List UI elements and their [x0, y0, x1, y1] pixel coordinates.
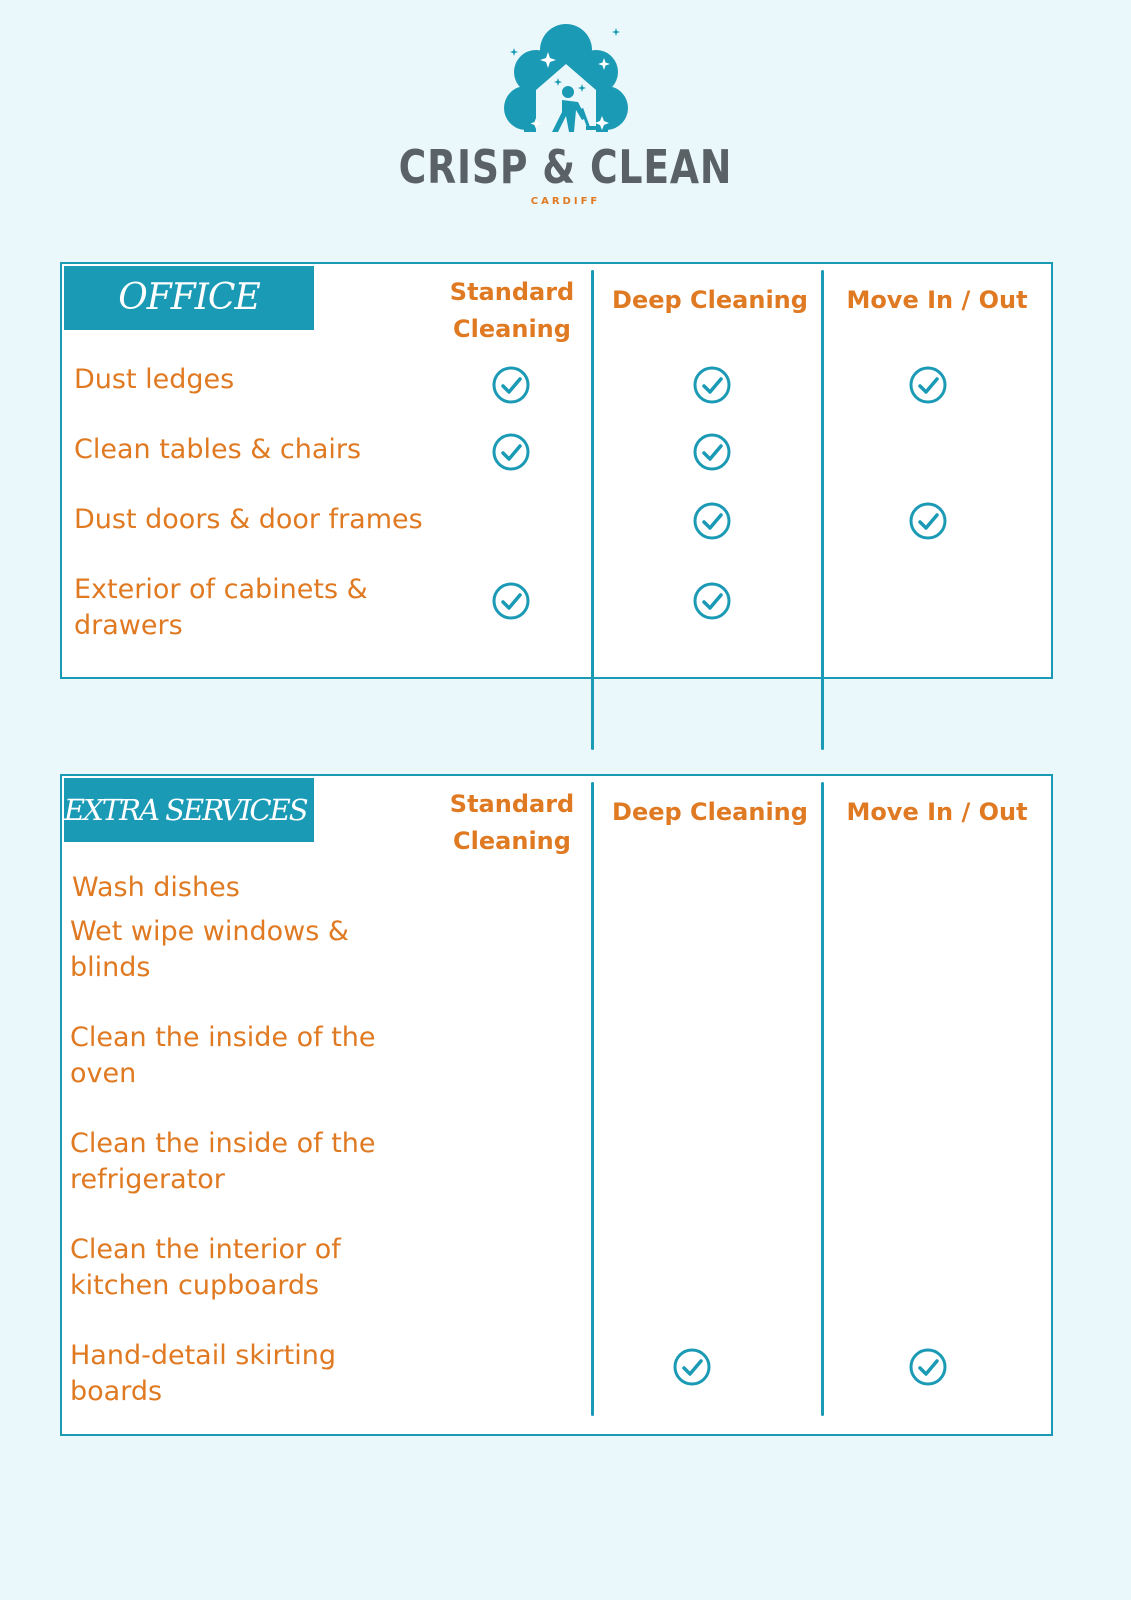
row-label: Clean tables & chairs	[74, 434, 362, 465]
brand-name: CRISP & CLEAN	[398, 140, 733, 194]
row-label: Wet wipe windows & blinds	[70, 916, 349, 983]
section-title-extra-services: EXTRA SERVICES	[64, 778, 314, 842]
row-label: Wash dishes	[72, 872, 240, 903]
checkmark-icon	[908, 365, 948, 405]
logo	[0, 20, 1131, 207]
checkmark-icon	[491, 581, 531, 621]
section-title-office: OFFICE	[64, 266, 314, 330]
column-divider	[821, 270, 824, 750]
checkmark-icon	[491, 432, 531, 472]
column-header-move: Move In / Out	[846, 798, 1028, 826]
column-header-deep: Deep Cleaning	[612, 286, 808, 314]
checkmark-icon	[692, 581, 732, 621]
column-divider	[591, 270, 594, 750]
checkmark-icon	[692, 365, 732, 405]
extra-services-table	[60, 774, 1053, 1436]
column-header-standard: Standard Cleaning	[449, 790, 575, 855]
checkmark-icon	[672, 1347, 712, 1387]
office-table	[60, 262, 1053, 679]
column-header-deep: Deep Cleaning	[612, 798, 808, 826]
column-header-standard: Standard Cleaning	[449, 278, 575, 343]
checkmark-icon	[692, 432, 732, 472]
column-divider	[591, 782, 594, 1416]
house-cleaner-icon	[486, 20, 646, 140]
row-label: Dust doors & door frames	[74, 504, 423, 535]
column-divider	[821, 782, 824, 1416]
row-label: Exterior of cabinets & drawers	[74, 574, 368, 641]
row-label: Clean the inside of the refrigerator	[70, 1128, 376, 1195]
row-label: Dust ledges	[74, 364, 235, 395]
column-header-move: Move In / Out	[846, 286, 1028, 314]
row-label: Clean the interior of kitchen cupboards	[70, 1234, 341, 1301]
row-label: Clean the inside of the oven	[70, 1022, 376, 1089]
row-label: Hand-detail skirting boards	[70, 1340, 336, 1407]
checkmark-icon	[491, 365, 531, 405]
checkmark-icon	[692, 501, 732, 541]
checkmark-icon	[908, 501, 948, 541]
brand-location: CARDIFF	[530, 196, 601, 207]
checkmark-icon	[908, 1347, 948, 1387]
